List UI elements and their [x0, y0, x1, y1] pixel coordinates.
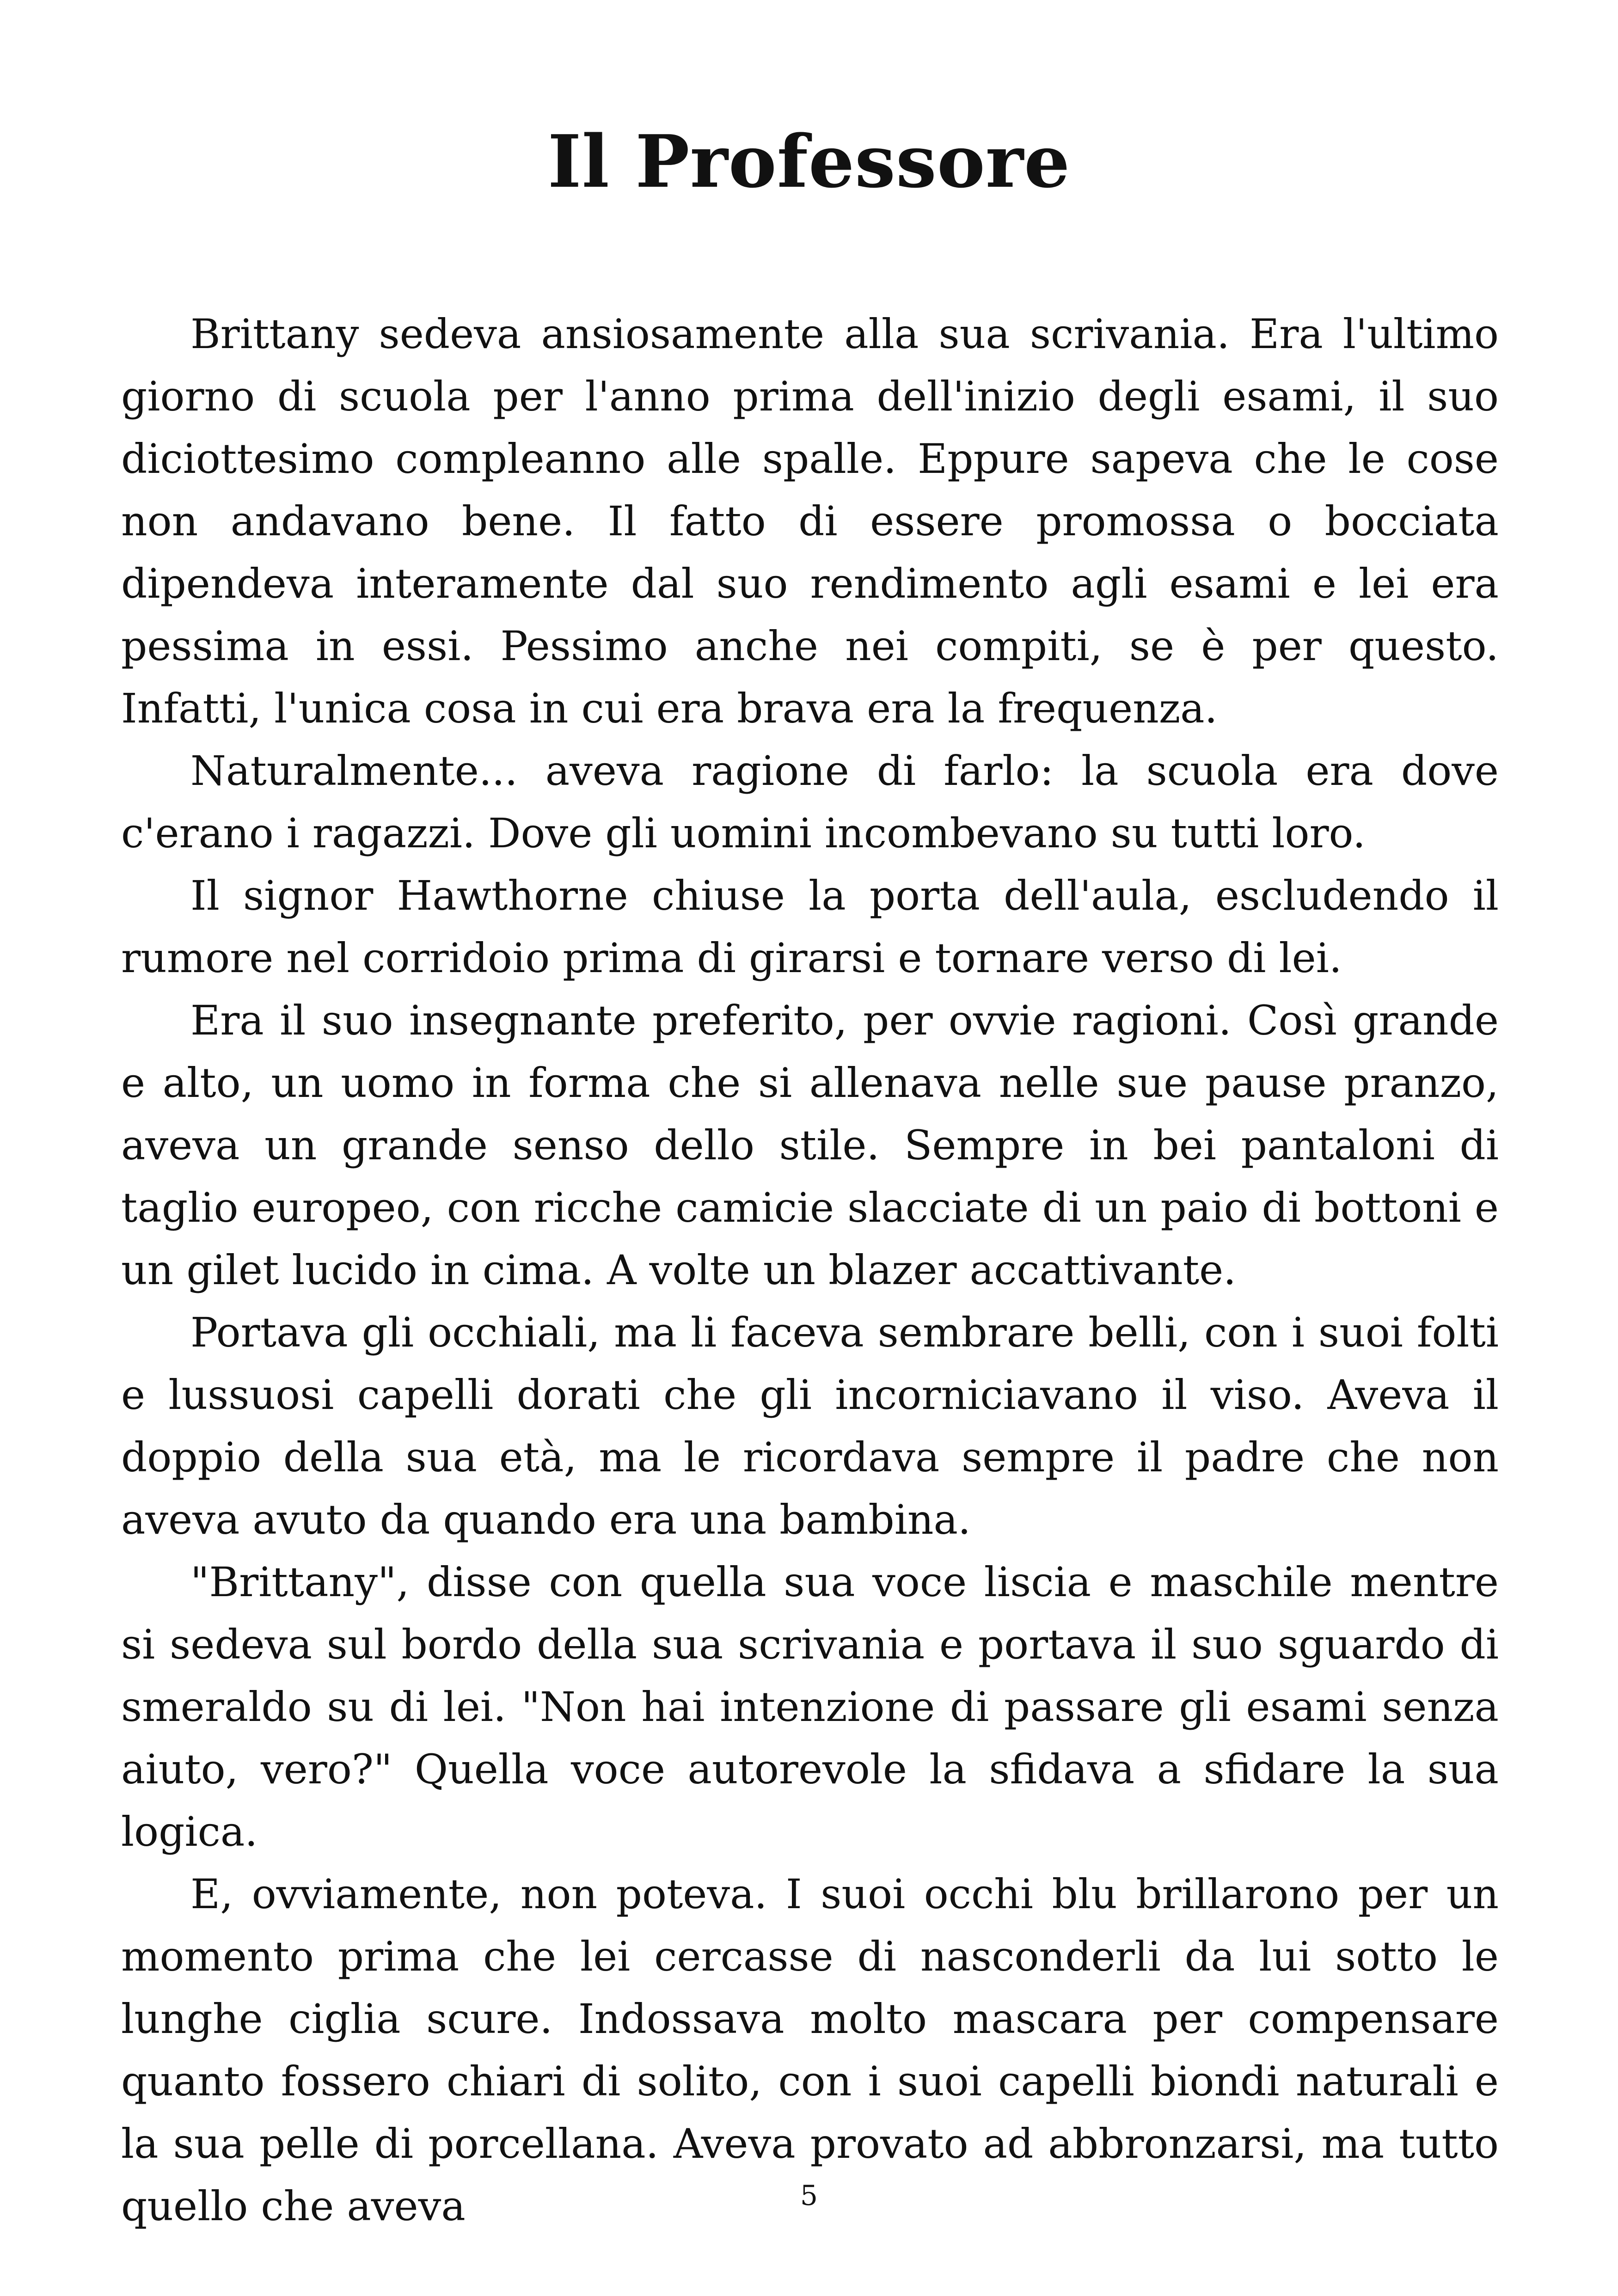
paragraph: Brittany sedeva ansiosamente alla sua scrivania. Era l'ultimo giorno di scuola per l'anno prima dell'inizio degli esami, il suo diciottesimo compleanno alle spalle. Eppure sapeva che le cose non andavano bene. Il fatto di essere promossa o bocciata dipendeva interamente dal suo rendimento agli esami e lei era pessima in essi. Pessimo anche nei compiti, se è per questo. Infatti, l'unica cosa in cui era brava era la frequenza.: [121, 310, 1499, 732]
page-number: 5: [800, 2180, 818, 2212]
paragraph: E, ovviamente, non poteva. I suoi occhi blu brillarono per un momento prima che lei cercasse di nasconderli da lui sotto le lunghe ciglia scure. Indossava molto mascara per compensare quanto fossero chiari di solito, con i suoi capelli biondi naturali e la sua pelle di porcellana. Aveva provato ad abbronzarsi, ma tutto quello che aveva: [121, 1870, 1499, 2230]
paragraph: Portava gli occhiali, ma li faceva sembrare belli, con i suoi folti e lussuosi capelli dorati che gli incorniciavano il viso. Aveva il doppio della sua età, ma le ricordava sempre il padre che non aveva avuto da quando era una bambina.: [121, 1309, 1499, 1543]
paragraph: "Brittany", disse con quella sua voce liscia e maschile mentre si sedeva sul bordo della sua scrivania e portava il suo sguardo di smeraldo su di lei. "Non hai intenzione di passare gli esami senza aiuto, vero?" Quella voce autorevole la sfidava a sfidare la sua logica.: [121, 1558, 1499, 1855]
paragraph: Era il suo insegnante preferito, per ovvie ragioni. Così grande e alto, un uomo in forma che si allenava nelle sue pause pranzo, aveva un grande senso dello stile. Sempre in bei pantaloni di taglio europeo, con ricche camicie slacciate di un paio di bottoni e un gilet lucido in cima. A volte un blazer accattivante.: [121, 997, 1499, 1294]
paragraph: Il signor Hawthorne chiuse la porta dell'aula, escludendo il rumore nel corridoio prima di girarsi e tornare verso di lei.: [121, 872, 1499, 982]
paragraph: Naturalmente... aveva ragione di farlo: la scuola era dove c'erano i ragazzi. Dove gli uomini incombevano su tutti loro.: [121, 747, 1499, 857]
body-text: [121, 303, 1499, 2237]
page-title: Il Professore: [547, 119, 1071, 204]
